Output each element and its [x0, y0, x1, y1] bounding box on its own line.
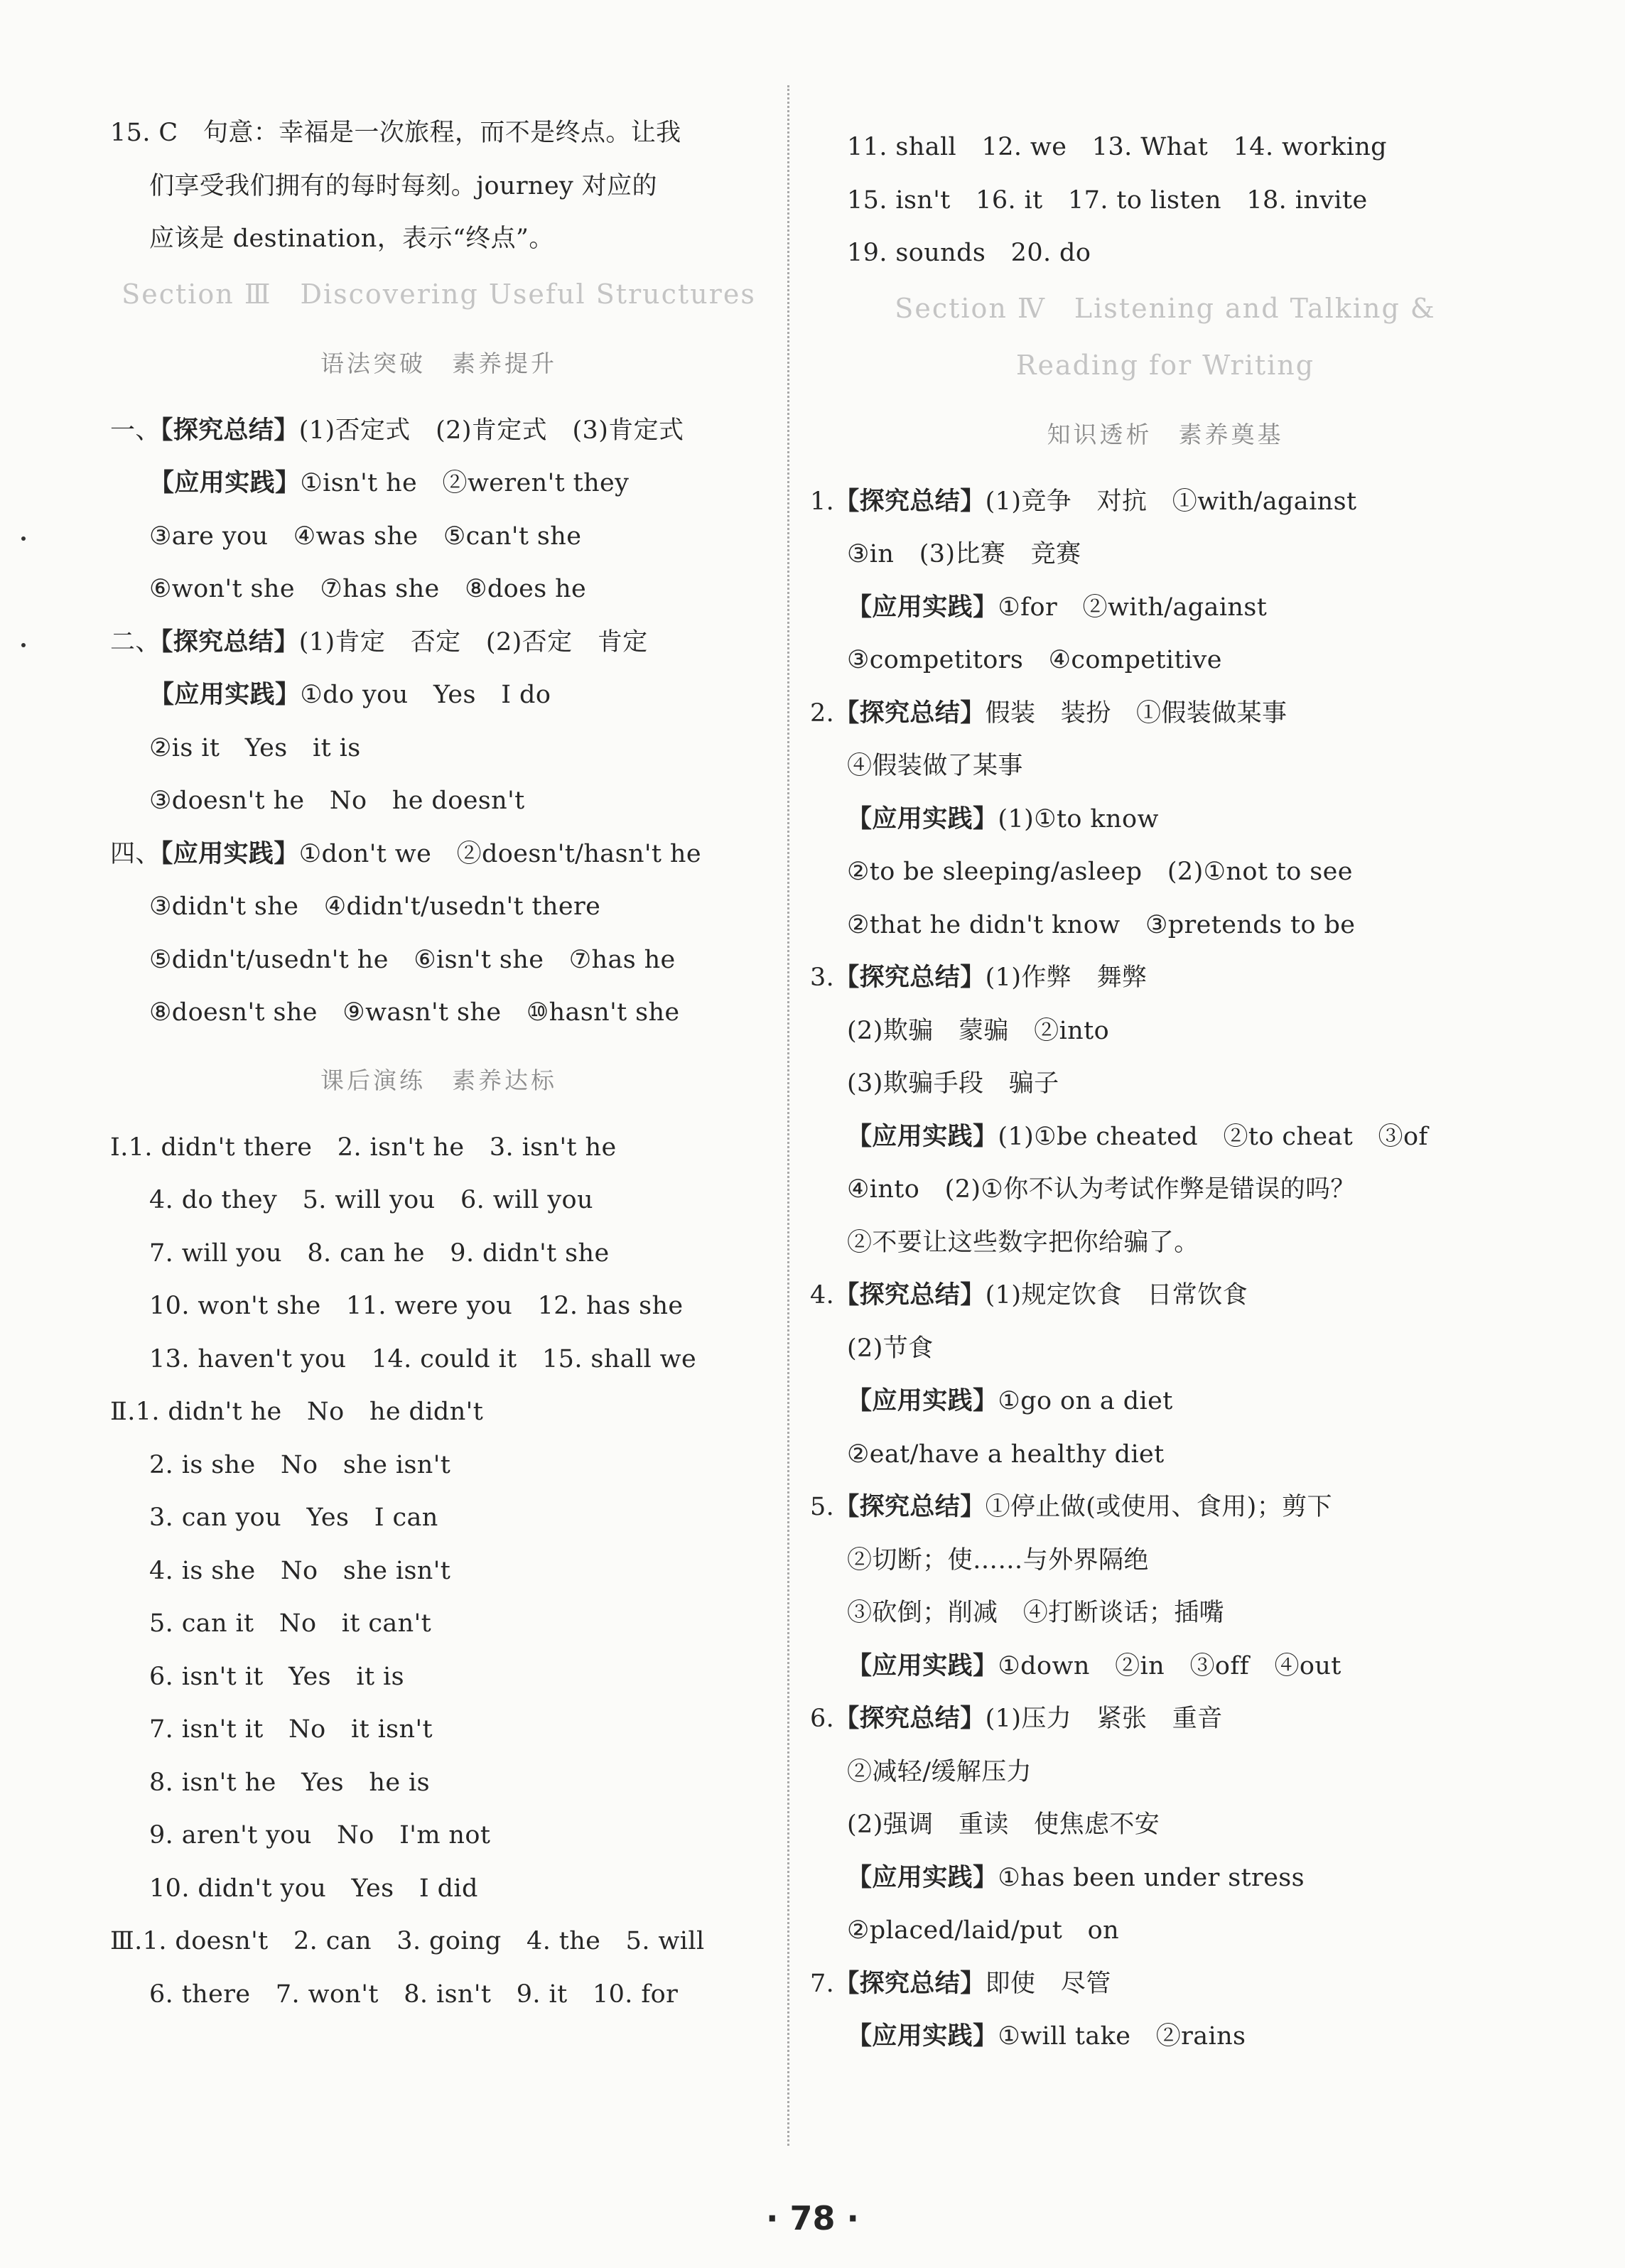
sub-heading: 语法突破 素养提升	[320, 349, 557, 377]
answer-line: 4. do they 5. will you 6. will you	[149, 1186, 593, 1214]
answer-line: Ⅰ.1. didn't there 2. isn't he 3. isn't he	[110, 1133, 617, 1162]
bracket-tag: 【应用实践】	[847, 1863, 998, 1892]
item-number: 一、	[110, 416, 161, 445]
answer-line: (2)欺骗 蒙骗 ②into	[847, 1016, 1110, 1045]
answer-line: 5. can it No it can't	[149, 1609, 432, 1638]
bracket-tag: 【探究总结】	[160, 627, 299, 657]
answer-line: 7. will you 8. can he 9. didn't she	[149, 1238, 610, 1268]
item-number: 5.	[810, 1493, 835, 1521]
answer-text: (1)压力 紧张 重音	[985, 1705, 1223, 1733]
section-heading: Section Ⅳ Listening and Talking &	[895, 292, 1436, 324]
item-number: 6.	[810, 1705, 835, 1733]
answer-line: 13. haven't you 14. could it 15. shall we	[149, 1344, 697, 1373]
answer-line: Ⅲ.1. doesn't 2. can 3. going 4. the 5. will	[110, 1927, 705, 1955]
answer-line: ②不要让这些数字把你给骗了。	[847, 1228, 1199, 1257]
answer-line: 10. won't she 11. were you 12. has she	[149, 1292, 684, 1320]
item-number: 4.	[810, 1281, 835, 1310]
item-number: 二、	[110, 627, 161, 657]
answer-line	[110, 457, 767, 510]
answer-text: ①has been under stress	[998, 1863, 1305, 1892]
column-divider	[787, 85, 789, 2146]
answer-line: (3)欺骗手段 骗子	[847, 1069, 1059, 1098]
answer-text: (1)肯定 否定 (2)否定 肯定	[298, 627, 648, 657]
bracket-tag: 【应用实践】	[847, 593, 998, 622]
answer-line: ②减轻/缓解压力	[847, 1757, 1032, 1786]
bracket-tag: 【应用实践】	[847, 2022, 998, 2051]
answer-line: ②that he didn't know ③pretends to be	[847, 910, 1356, 939]
answer-text: ①go on a diet	[998, 1387, 1173, 1415]
section-heading: Reading for Writing	[1015, 349, 1315, 381]
answer-line	[810, 1481, 1521, 1534]
answer-line	[810, 1852, 1521, 1905]
answer-line: 4. is she No she isn't	[149, 1556, 451, 1585]
bracket-tag: 【应用实践】	[847, 804, 998, 833]
answer-text: ①isn't he ②weren't they	[300, 469, 630, 497]
item-number: 1.	[810, 487, 835, 516]
answer-line: (2)节食	[847, 1334, 934, 1363]
answer-text: (1)竞争 对抗 ①with/against	[985, 487, 1357, 516]
answer-line	[110, 404, 767, 458]
answer-line: ③competitors ④competitive	[847, 646, 1222, 674]
bracket-tag: 【探究总结】	[834, 487, 986, 516]
answer-line: (2)强调 重读 使焦虑不安	[847, 1810, 1160, 1839]
answer-text: ①停止做(或使用、食用)；剪下	[985, 1493, 1332, 1521]
bracket-tag: 【探究总结】	[834, 1969, 986, 1998]
bracket-tag: 【应用实践】	[847, 1387, 998, 1415]
answer-line: ⑥won't she ⑦has she ⑧does he	[149, 575, 587, 603]
answer-line: 9. aren't you No I'm not	[149, 1821, 491, 1850]
answer-line: 6. there 7. won't 8. isn't 9. it 10. for	[149, 1980, 679, 2009]
bracket-tag: 【探究总结】	[834, 1281, 986, 1310]
answer-line	[110, 669, 767, 722]
answer-text: (1)①be cheated ②to cheat ③of	[998, 1122, 1428, 1151]
answer-line: 6. isn't it Yes it is	[149, 1662, 404, 1691]
answer-line: ②eat/have a healthy diet	[847, 1440, 1165, 1469]
margin-dot	[21, 643, 26, 647]
answer-line: ②placed/laid/put on	[847, 1916, 1120, 1945]
answer-line: ③are you ④was she ⑤can't she	[149, 522, 582, 551]
answer-line: ②is it Yes it is	[149, 733, 361, 762]
answer-text: (1)否定式 (2)肯定式 (3)肯定式	[298, 416, 684, 445]
answer-line: ③didn't she ④didn't/usedn't there	[149, 892, 601, 921]
answer-line	[110, 616, 767, 669]
answer-line	[810, 1375, 1521, 1428]
answer-line: Ⅱ.1. didn't he No he didn't	[110, 1398, 484, 1426]
answer-line	[810, 1640, 1521, 1693]
answer-line: ④假装做了某事	[847, 752, 1023, 780]
item-number: 3.	[810, 963, 835, 992]
answer-line: ③in (3)比赛 竞赛	[847, 540, 1081, 568]
answer-text: (1)作弊 舞弊	[985, 963, 1148, 992]
bracket-tag: 【探究总结】	[834, 1705, 986, 1733]
answer-line: 19. sounds 20. do	[847, 239, 1091, 267]
answer-text: ①do you Yes I do	[300, 681, 551, 709]
answer-text: ①will take ②rains	[998, 2022, 1246, 2051]
answer-line: ⑤didn't/usedn't he ⑥isn't she ⑦has he	[149, 945, 676, 974]
answer-text: ①don't we ②doesn't/hasn't he	[298, 839, 701, 868]
bracket-tag: 【探究总结】	[834, 963, 986, 992]
answer-line	[810, 1692, 1521, 1746]
answer-text: (1)①to know	[998, 804, 1159, 833]
answer-line	[110, 828, 767, 881]
answer-line	[810, 793, 1521, 846]
bracket-tag: 【应用实践】	[847, 1651, 998, 1680]
answer-line: ③doesn't he No he doesn't	[149, 787, 525, 815]
bracket-tag: 【探究总结】	[834, 698, 986, 728]
answer-line: 2. is she No she isn't	[149, 1450, 451, 1479]
sub-heading: 知识透析 素养奠基	[1047, 420, 1284, 448]
answer-line	[810, 951, 1521, 1005]
item-number: 7.	[810, 1969, 835, 1998]
answer-line	[810, 475, 1521, 529]
answer-line: 15. isn't 16. it 17. to listen 18. invite	[847, 185, 1368, 215]
answer-text: ①down ②in ③off ④out	[998, 1651, 1341, 1680]
answer-line	[810, 1269, 1521, 1322]
answer-line	[810, 2010, 1521, 2063]
bracket-tag: 【应用实践】	[847, 1122, 998, 1151]
sub-heading: 课后演练 素养达标	[320, 1066, 557, 1094]
answer-line: ②to be sleeping/asleep (2)①not to see	[847, 858, 1353, 886]
answer-line: 11. shall 12. we 13. What 14. working	[847, 133, 1387, 161]
bracket-tag: 【应用实践】	[160, 839, 299, 868]
answer-text: 假装 装扮 ①假装做某事	[985, 698, 1287, 728]
answer-line	[810, 1111, 1521, 1164]
answer-line: ⑧doesn't she ⑨wasn't she ⑩hasn't she	[149, 998, 680, 1027]
answer-line	[810, 581, 1521, 634]
answer-line: ②切断；使……与外界隔绝	[847, 1545, 1149, 1575]
bracket-tag: 【探究总结】	[834, 1493, 986, 1521]
answer-text: (1)规定饮食 日常饮食	[985, 1281, 1248, 1310]
item-number: 2.	[810, 698, 835, 728]
bracket-tag: 【应用实践】	[149, 681, 301, 709]
answer-line: ③砍倒；削减 ④打断谈话；插嘴	[847, 1599, 1225, 1627]
answer-line: 7. isn't it No it isn't	[149, 1715, 433, 1744]
answer-text: 即使 尽管	[985, 1969, 1111, 1998]
answer-line: 们享受我们拥有的每时每刻。journey 对应的	[149, 171, 657, 200]
page-number: · 78 ·	[766, 2199, 859, 2237]
answer-line: 10. didn't you Yes I did	[149, 1874, 478, 1903]
margin-dot	[21, 536, 26, 541]
answer-line: 8. isn't he Yes he is	[149, 1768, 430, 1797]
item-number: 四、	[110, 839, 161, 868]
section-heading: Section Ⅲ Discovering Useful Structures	[122, 278, 756, 310]
answer-line: 应该是 destination，表示“终点”。	[149, 225, 554, 253]
answer-line: 15. C 句意：幸福是一次旅程，而不是终点。让我	[110, 119, 681, 147]
left-column	[110, 107, 767, 2021]
answer-line: 3. can you Yes I can	[149, 1503, 438, 1532]
answer-text: ①for ②with/against	[998, 593, 1268, 622]
answer-line	[810, 1958, 1521, 2011]
answer-line: ④into (2)①你不认为考试作弊是错误的吗？	[847, 1175, 1356, 1204]
bracket-tag: 【应用实践】	[149, 469, 301, 497]
bracket-tag: 【探究总结】	[160, 416, 299, 445]
right-column	[810, 121, 1521, 2063]
answer-line	[810, 687, 1521, 740]
